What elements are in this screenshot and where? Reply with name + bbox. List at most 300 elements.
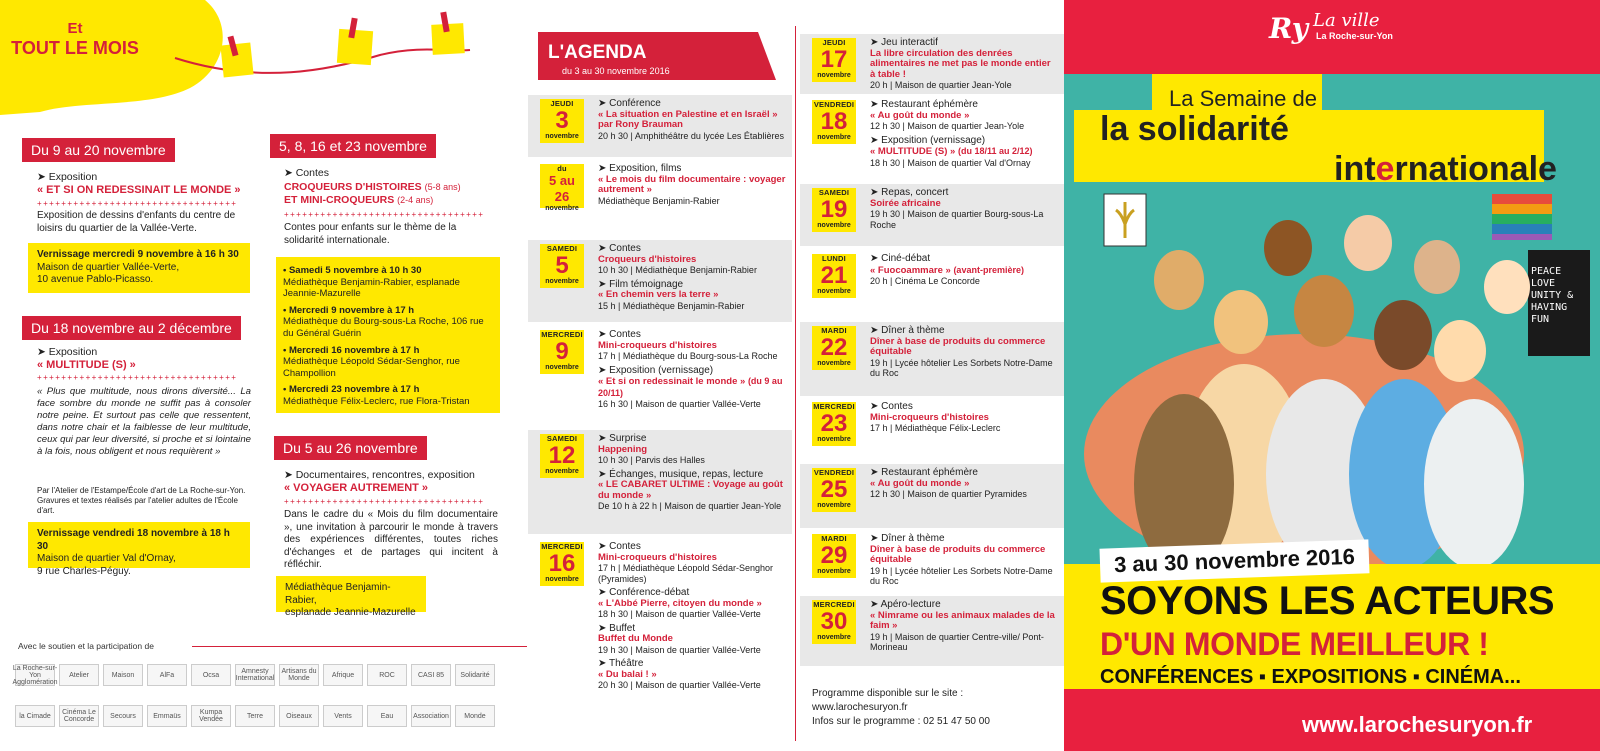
crowd-face xyxy=(1214,290,1268,354)
date-badge-events_right-8 xyxy=(812,600,856,644)
col2-b2-divider: +++++++++++++++++++++++++++++++++ xyxy=(284,497,485,506)
sponsor-logo: Association xyxy=(411,705,451,727)
event-info: 17 h | Médiathèque du Bourg-sous-La Roche xyxy=(598,351,778,361)
event-kind-text: Apéro-lecture xyxy=(880,599,941,610)
sponsor-logo: Amnesty International xyxy=(235,664,275,686)
event-title-text: Dîner à base de produits du commerce équitable xyxy=(870,543,1046,565)
sponsors-rule xyxy=(192,646,527,647)
date-day: SAMEDI xyxy=(818,188,850,197)
event-kind: ➤ Exposition (vernissage) xyxy=(870,134,986,146)
date-number: 21 xyxy=(820,262,848,289)
col2-item-when: • Mercredi 16 novembre à 17 h xyxy=(283,344,420,356)
event-details xyxy=(870,100,1058,172)
date-day: MERCREDI xyxy=(813,600,855,609)
poster-title-2b: rnationale xyxy=(1394,150,1557,188)
sponsor-logo: Terre xyxy=(235,705,275,727)
agenda-column-rule xyxy=(795,26,796,741)
event-info: 10 h 30 | Parvis des Halles xyxy=(598,455,705,465)
col2-b1-type-text: Contes xyxy=(295,167,329,179)
col1-b2-box-line1: Vernissage vendredi 18 novembre à 18 h 30 xyxy=(37,528,230,552)
event-kind-text: Restaurant éphémère xyxy=(881,467,978,478)
col1-b1-title: « ET SI ON REDESSINAIT LE MONDE » xyxy=(37,184,241,196)
agenda-subtitle: du 3 au 30 novembre 2016 xyxy=(562,66,670,76)
city-logo-mark: Ry xyxy=(1269,12,1309,45)
event-kind-text: Buffet xyxy=(609,622,636,634)
event-kind: ➤ Ciné-débat xyxy=(870,253,931,264)
sponsor-logo: Cinéma Le Concorde xyxy=(59,705,99,727)
date-number: 16 xyxy=(548,550,576,577)
event-kind: ➤ Contes xyxy=(598,541,641,552)
col1-b1-divider: +++++++++++++++++++++++++++++++++ xyxy=(37,199,238,208)
event-item xyxy=(598,164,786,206)
event-kind-text: Contes xyxy=(609,541,641,552)
date-number: 9 xyxy=(555,338,569,365)
col2-item-where: Médiathèque du Bourg-sous-La Roche, 106 rue du Général Guérin xyxy=(283,316,484,339)
event-item xyxy=(870,100,1058,132)
crowd-face xyxy=(1414,240,1460,294)
event-details xyxy=(870,326,1058,383)
date-day: MARDI xyxy=(821,326,847,335)
crowd-face xyxy=(1484,260,1530,314)
event-item xyxy=(598,624,786,656)
event-item xyxy=(598,542,786,584)
event-kind-text: Film témoignage xyxy=(609,278,684,290)
date-number: 25 xyxy=(820,476,848,503)
date-day: SAMEDI xyxy=(546,244,578,253)
sponsor-logo: Maison xyxy=(103,664,143,686)
date-day: SAMEDI xyxy=(546,434,578,443)
event-info: 16 h 30 | Maison de quartier Vallée-Verte xyxy=(598,399,761,409)
event-kind-text: Ciné-débat xyxy=(881,253,931,264)
date-day: JEUDI xyxy=(550,99,574,108)
date-number: 18 xyxy=(820,108,848,135)
col2-b1-box xyxy=(276,257,500,413)
event-title xyxy=(598,290,786,301)
poster-dates: 3 au 30 novembre 2016 xyxy=(1099,539,1369,582)
date-number: 5 xyxy=(555,252,569,279)
col1-b2-box xyxy=(28,522,250,577)
col2-b2-type: ➤ Documentaires, rencontres, exposition xyxy=(284,469,475,481)
event-title xyxy=(598,480,786,501)
col1-b2-box-line2: Maison de quartier Val d'Ornay, xyxy=(37,553,176,564)
programme-info xyxy=(812,687,990,729)
event-title xyxy=(598,341,786,352)
event-kind-text: Surprise xyxy=(609,433,647,444)
sponsor-logo: Solidarité xyxy=(455,664,495,686)
event-info: 10 h 30 | Médiathèque Benjamin-Rabier xyxy=(598,265,757,275)
col2-b1-desc: Contes pour enfants sur le thème de la solidarité internationale. xyxy=(284,222,457,246)
event-item xyxy=(598,659,786,691)
event-item xyxy=(598,280,786,312)
poster-title-2: internationale xyxy=(1334,150,1557,188)
sponsor-logo: ROC xyxy=(367,664,407,686)
event-title xyxy=(870,413,1058,424)
event-kind: ➤ Jeu interactif xyxy=(870,37,938,48)
date-day: MERCREDI xyxy=(813,402,855,411)
poster xyxy=(1064,0,1600,751)
date-badge-events_mid-4 xyxy=(540,434,584,478)
date-month: novembre xyxy=(817,436,851,443)
col2-b2-desc: Dans le cadre du « Mois du film documentaire », une invitation à parcourir le monde à travers des expériences différentes, toutes riches d'échanges et de partages qui incitent à réfléchir. xyxy=(284,509,498,570)
event-kind-text: Contes xyxy=(609,329,641,340)
event-kind: ➤ Contes xyxy=(870,401,913,412)
tout-le-mois-et: Et xyxy=(67,20,83,37)
date-badge-events_right-4 xyxy=(812,326,856,370)
date-day: VENDREDI xyxy=(813,100,855,109)
event-kind: ➤ Conférence xyxy=(598,98,661,109)
event-kind-text: Exposition, films xyxy=(609,163,682,174)
date-badge-events_right-6 xyxy=(812,468,856,512)
event-info: 17 h | Médiathèque Félix-Leclerc xyxy=(870,423,1001,433)
date-month: novembre xyxy=(545,205,579,212)
event-title-text: Happening xyxy=(598,443,648,455)
event-kind-text: Dîner à thème xyxy=(881,533,945,544)
sponsor-logo: Atelier xyxy=(59,664,99,686)
sponsor-logo: Emmaüs xyxy=(147,705,187,727)
date-day: du xyxy=(557,164,567,173)
event-info: De 10 h à 22 h | Maison de quartier Jean-Yole xyxy=(598,501,782,511)
date-month: novembre xyxy=(545,278,579,285)
date-badge-events_mid-3 xyxy=(540,330,584,374)
event-item xyxy=(870,402,1058,434)
col1-b1-desc: Exposition de dessins d'enfants du centre de loisirs du quartier de la Vallée-Verte. xyxy=(37,210,236,234)
event-item xyxy=(870,326,1058,379)
event-item xyxy=(598,470,786,512)
city-logo-la-ville: La ville xyxy=(1313,10,1380,31)
date-number: 17 xyxy=(820,46,848,73)
sponsor-logo: Vents xyxy=(323,705,363,727)
col2-item-where: Médiathèque Benjamin-Rabier, esplanade Jeannie-Mazurelle xyxy=(283,276,460,300)
event-kind-text: Restaurant éphémère xyxy=(881,99,978,110)
col1-b2-credit: Par l'Atelier de l'Estampe/École d'art de La Roche-sur-Yon. Gravures et textes réalisés par l'atelier adultes de l'École d'art. xyxy=(37,486,246,515)
date-number: 5 au 26 xyxy=(548,173,575,204)
event-title-text: « Au goût du monde » xyxy=(870,477,970,489)
col2-item xyxy=(283,384,493,407)
date-badge-events_mid-5 xyxy=(540,542,584,586)
col1-b2-header: Du 18 novembre au 2 décembre xyxy=(22,316,241,340)
col1-b2-type: ➤ Exposition xyxy=(37,346,98,358)
event-title xyxy=(870,611,1058,632)
event-title xyxy=(870,479,1058,490)
event-info: 20 h | Maison de quartier Jean-Yole xyxy=(870,80,1012,90)
crowd-face xyxy=(1154,250,1204,310)
event-title xyxy=(598,634,786,645)
event-item xyxy=(870,468,1058,500)
event-kind: ➤ Surprise xyxy=(598,433,647,444)
event-kind: ➤ Conférence-débat xyxy=(598,587,690,598)
event-title-text: Mini-croqueurs d'histoires xyxy=(598,339,717,351)
col1-b1-header: Du 9 au 20 novembre xyxy=(22,138,175,162)
event-kind-text: Échanges, musique, repas, lecture xyxy=(609,468,764,480)
event-title xyxy=(598,110,786,131)
event-kind-text: Jeu interactif xyxy=(881,37,938,48)
date-day: MERCREDI xyxy=(541,330,583,339)
col2-b1-title2: ET MINI-CROQUEURS xyxy=(284,194,395,206)
col2-item xyxy=(283,345,493,380)
poster-categories: CONFÉRENCES ▪ EXPOSITIONS ▪ CINÉMA... xyxy=(1100,666,1521,688)
event-title-text: « L'Abbé Pierre, citoyen du monde » xyxy=(598,597,762,609)
event-kind-text: Repas, concert xyxy=(881,187,949,198)
col2-b2-header: Du 5 au 26 novembre xyxy=(274,436,427,460)
date-month: novembre xyxy=(817,568,851,575)
event-details xyxy=(870,402,1058,438)
col1-b2-title: « MULTITUDE (S) » xyxy=(37,359,136,371)
col2-b2-box xyxy=(276,576,426,618)
date-month: novembre xyxy=(817,360,851,367)
event-kind-text: Exposition (vernissage) xyxy=(609,364,714,376)
event-details xyxy=(598,164,786,210)
crowd-face xyxy=(1434,320,1486,382)
col2-item-when: • Samedi 5 novembre à 10 h 30 xyxy=(283,265,422,276)
sponsor-logo: Monde xyxy=(455,705,495,727)
event-title xyxy=(598,255,786,266)
event-details xyxy=(870,38,1058,95)
sponsor-logo: Oiseaux xyxy=(279,705,319,727)
event-info: Médiathèque Benjamin-Rabier xyxy=(598,195,720,206)
crowd-face xyxy=(1264,220,1312,276)
poster-title-2a: int xyxy=(1334,150,1376,188)
col1-b1-box-line2: Maison de quartier Vallée-Verte, xyxy=(37,261,180,273)
event-item xyxy=(870,254,1058,287)
event-title-text: La libre circulation des denrées alimentaires ne met pas le monde entier à table ! xyxy=(870,47,1051,80)
event-details xyxy=(870,254,1058,291)
tout-le-mois-title: TOUT LE MOIS xyxy=(11,38,139,58)
event-info: 19 h | Lycée hôtelier Les Sorbets Notre-Dame du Roc xyxy=(870,357,1053,378)
event-title xyxy=(870,337,1058,358)
event-kind: ➤ Dîner à thème xyxy=(870,325,945,336)
date-badge-events_mid-1 xyxy=(540,164,584,212)
event-info: 20 h | Cinéma Le Concorde xyxy=(870,276,980,286)
date-month: novembre xyxy=(817,502,851,509)
col2-b1-type: ➤ Contes xyxy=(284,167,329,179)
event-title-text: « Et si on redessinait le monde » xyxy=(598,376,746,387)
event-title xyxy=(598,670,786,681)
event-title-text: « La situation en Palestine et en Israël » par Rony Brauman xyxy=(598,108,778,130)
event-kind: ➤ Exposition, films xyxy=(598,163,682,174)
date-month: novembre xyxy=(545,576,579,583)
poster-website[interactable]: www.larochesuryon.fr xyxy=(1302,712,1533,737)
col1-b1-type: ➤ Exposition xyxy=(37,171,98,183)
date-badge-events_right-2 xyxy=(812,188,856,232)
event-note: (du 9 au 20/11) xyxy=(598,376,783,398)
date-month: novembre xyxy=(817,134,851,141)
agenda-title: L'AGENDA xyxy=(548,42,647,63)
event-details xyxy=(598,434,786,516)
date-day: LUNDI xyxy=(822,254,846,263)
event-title-text: « MULTITUDE (S) » xyxy=(870,146,956,157)
date-month: novembre xyxy=(545,133,579,140)
event-details xyxy=(870,534,1058,591)
event-item xyxy=(870,38,1058,91)
col2-item-when: • Mercredi 9 novembre à 17 h xyxy=(283,304,415,316)
col1-b1-type-text: Exposition xyxy=(48,171,98,183)
date-badge-events_right-7 xyxy=(812,534,856,578)
col2-item xyxy=(283,265,493,300)
event-item xyxy=(870,600,1058,653)
event-title xyxy=(870,111,1058,122)
col2-b1-age1: (5-8 ans) xyxy=(424,182,461,192)
event-info: 19 h 30 | Maison de quartier Vallée-Verte xyxy=(598,644,761,655)
event-kind: ➤ Théâtre xyxy=(598,658,644,669)
event-details xyxy=(870,600,1058,657)
col1-b1-box-line3: 10 avenue Pablo-Picasso. xyxy=(37,274,154,285)
event-item xyxy=(870,136,1058,169)
event-title-text: « Le mois du film documentaire : voyager autrement » xyxy=(598,173,786,195)
event-item xyxy=(598,434,786,466)
slogan-line-1: SOYONS LES ACTEURS xyxy=(1100,579,1555,623)
event-info: 12 h 30 | Maison de quartier Jean-Yole xyxy=(870,121,1025,131)
event-title-text: Soirée africaine xyxy=(870,197,941,209)
date-number: 12 xyxy=(548,442,576,469)
date-month: novembre xyxy=(817,72,851,79)
col1-b2-type-text: Exposition xyxy=(48,346,98,358)
sponsors-row-2 xyxy=(15,705,515,729)
poster-title-1: la solidarité xyxy=(1100,110,1289,148)
event-kind: ➤ Repas, concert xyxy=(870,187,949,198)
event-title-text: Mini-croqueurs d'histoires xyxy=(870,411,989,423)
event-title xyxy=(598,175,786,196)
event-title-text: Dîner à base de produits du commerce équitable xyxy=(870,335,1046,357)
event-kind-text: Dîner à thème xyxy=(881,325,945,336)
event-details xyxy=(870,188,1058,234)
event-kind-text: Conférence-débat xyxy=(609,587,690,598)
sponsor-logo: Kumpa Vendée xyxy=(191,705,231,727)
programme-url[interactable]: www.larochesuryon.fr xyxy=(812,702,908,713)
col1-b2-divider: +++++++++++++++++++++++++++++++++ xyxy=(37,373,238,382)
event-item xyxy=(598,330,786,362)
event-item xyxy=(598,588,786,620)
event-info: 18 h 30 | Maison de quartier Vallée-Verte xyxy=(598,609,761,619)
date-month: novembre xyxy=(545,468,579,475)
sponsor-logo: CASI 85 xyxy=(411,664,451,686)
sponsors-title: Avec le soutien et la participation de xyxy=(18,641,154,651)
col2-b1-titles xyxy=(284,181,461,207)
crowd-face xyxy=(1294,275,1354,347)
event-kind: ➤ Exposition (vernissage) xyxy=(598,364,714,376)
event-title-text: « Nimrame ou les animaux malades de la faim » xyxy=(870,609,1055,631)
date-badge-events_mid-0 xyxy=(540,99,584,143)
sponsor-logo: Artisans du Monde xyxy=(279,664,319,686)
event-kind-text: Contes xyxy=(609,243,641,254)
date-month: novembre xyxy=(545,364,579,371)
event-title-text: Croqueurs d'histoires xyxy=(598,253,697,265)
date-day: MARDI xyxy=(821,534,847,543)
sponsor-logo: Eau xyxy=(367,705,407,727)
event-kind: ➤ Restaurant éphémère xyxy=(870,467,978,478)
event-title xyxy=(598,553,786,564)
event-item xyxy=(598,244,786,276)
event-kind: ➤ Buffet xyxy=(598,622,636,634)
col1-b2-quote: « Plus que multitude, nous dirons diversité... La face sombre du monde ne suffit pas à consoler notre peine. Et surtout pas celle que ressentent, dans notre chair et la faiblesse de leur multitude, ceux qui par leur diversité, si proche et si lointaine à la fois, nous obligent et nous requièrent » xyxy=(37,386,251,457)
event-details xyxy=(598,244,786,315)
date-number: 19 xyxy=(820,196,848,223)
event-details xyxy=(870,468,1058,504)
event-info: 17 h | Médiathèque Léopold Sédar-Senghor (Pyramides) xyxy=(598,563,773,584)
date-badge-events_right-0 xyxy=(812,38,856,82)
event-title-text: « Du balai ! » xyxy=(598,668,657,680)
sponsor-logo: Ocsa xyxy=(191,664,231,686)
event-title xyxy=(870,545,1058,566)
event-info: 19 h | Lycée hôtelier Les Sorbets Notre-Dame du Roc xyxy=(870,565,1053,586)
sponsor-logo: AlFa xyxy=(147,664,187,686)
event-info: 18 h 30 | Maison de quartier Val d'Ornay xyxy=(870,157,1031,168)
date-badge-events_right-5 xyxy=(812,402,856,446)
date-number: 23 xyxy=(820,410,848,437)
event-kind: ➤ Dîner à thème xyxy=(870,533,945,544)
event-details xyxy=(598,330,786,414)
event-kind: ➤ Film témoignage xyxy=(598,278,684,290)
date-day: VENDREDI xyxy=(813,468,855,477)
sponsor-logo: Afrique xyxy=(323,664,363,686)
city-logo-name: La Roche-sur-Yon xyxy=(1316,31,1393,41)
event-kind: ➤ Échanges, musique, repas, lecture xyxy=(598,468,764,480)
event-title-text: « LE CABARET ULTIME : Voyage au goût du monde » xyxy=(598,479,783,501)
col2-item xyxy=(283,305,493,340)
programme-line1: Programme disponible sur le site : xyxy=(812,688,964,699)
date-badge-events_right-3 xyxy=(812,254,856,298)
col1-b1-box-line1: Vernissage mercredi 9 novembre à 16 h 30 xyxy=(37,249,239,260)
event-item xyxy=(870,534,1058,587)
event-details xyxy=(598,99,786,145)
event-kind-text: Exposition (vernissage) xyxy=(881,134,986,146)
event-item xyxy=(598,366,786,410)
date-number: 3 xyxy=(555,107,569,134)
event-info: 12 h 30 | Maison de quartier Pyramides xyxy=(870,489,1027,499)
col2-b1-divider: +++++++++++++++++++++++++++++++++ xyxy=(284,210,485,219)
col1-b2-box-line3: 9 rue Charles-Péguy. xyxy=(37,565,131,577)
event-title xyxy=(870,146,1058,158)
crowd-face xyxy=(1344,215,1392,271)
col2-b2-box-line1: Médiathèque Benjamin-Rabier, xyxy=(285,582,391,606)
event-kind-text: Conférence xyxy=(609,98,661,109)
event-kind: ➤ Contes xyxy=(598,329,641,340)
col2-item-where: Médiathèque Félix-Leclerc, rue Flora-Tristan xyxy=(283,395,470,407)
date-day: MERCREDI xyxy=(541,542,583,551)
date-number: 30 xyxy=(820,608,848,635)
peace-sign-text: PEACE LOVE UNITY & HAVING FUN xyxy=(1531,266,1574,325)
col2-item-where: Médiathèque Léopold Sédar-Senghor, rue Champollion xyxy=(283,356,460,379)
crowd-face xyxy=(1374,300,1432,370)
event-item xyxy=(870,188,1058,230)
event-kind-text: Théâtre xyxy=(608,658,644,669)
programme-phone: Infos sur le programme : 02 51 47 50 00 xyxy=(812,716,990,727)
col2-b1-title1: CROQUEURS D'HISTOIRES xyxy=(284,181,422,193)
event-title-text: Buffet du Monde xyxy=(598,633,673,644)
date-number: 22 xyxy=(820,334,848,361)
event-title xyxy=(598,599,786,610)
event-kind: ➤ Restaurant éphémère xyxy=(870,99,978,110)
event-info: 19 h 30 | Maison de quartier Bourg-sous-La Roche xyxy=(870,209,1044,230)
event-info: 15 h | Médiathèque Benjamin-Rabier xyxy=(598,300,745,311)
event-note: (du 18/11 au 2/12) xyxy=(957,146,1033,156)
slogan-line-2: D'UN MONDE MEILLEUR ! xyxy=(1100,626,1489,662)
event-info: 19 h | Maison de quartier Centre-ville/ Pont-Morineau xyxy=(870,631,1044,652)
col2-b1-header: 5, 8, 16 et 23 novembre xyxy=(270,134,436,158)
sponsors-row-1 xyxy=(12,664,515,688)
event-kind: ➤ Apéro-lecture xyxy=(870,599,941,610)
col2-b2-title: « VOYAGER AUTREMENT » xyxy=(284,482,429,494)
col2-b1-age2: (2-4 ans) xyxy=(397,195,434,205)
date-badge-events_right-1 xyxy=(812,100,856,144)
sponsor-logo: Secours xyxy=(103,705,143,727)
col2-b2-box-line2: esplanade Jeannie-Mazurelle xyxy=(285,607,416,618)
event-title-text: « Fuocoammare » xyxy=(870,264,951,276)
event-title xyxy=(598,376,786,399)
date-number: 29 xyxy=(820,542,848,569)
event-kind-text: Contes xyxy=(881,401,913,412)
event-info: 20 h 30 | Amphithéâtre du lycée Les Établières xyxy=(598,130,784,141)
event-title xyxy=(870,199,1058,210)
